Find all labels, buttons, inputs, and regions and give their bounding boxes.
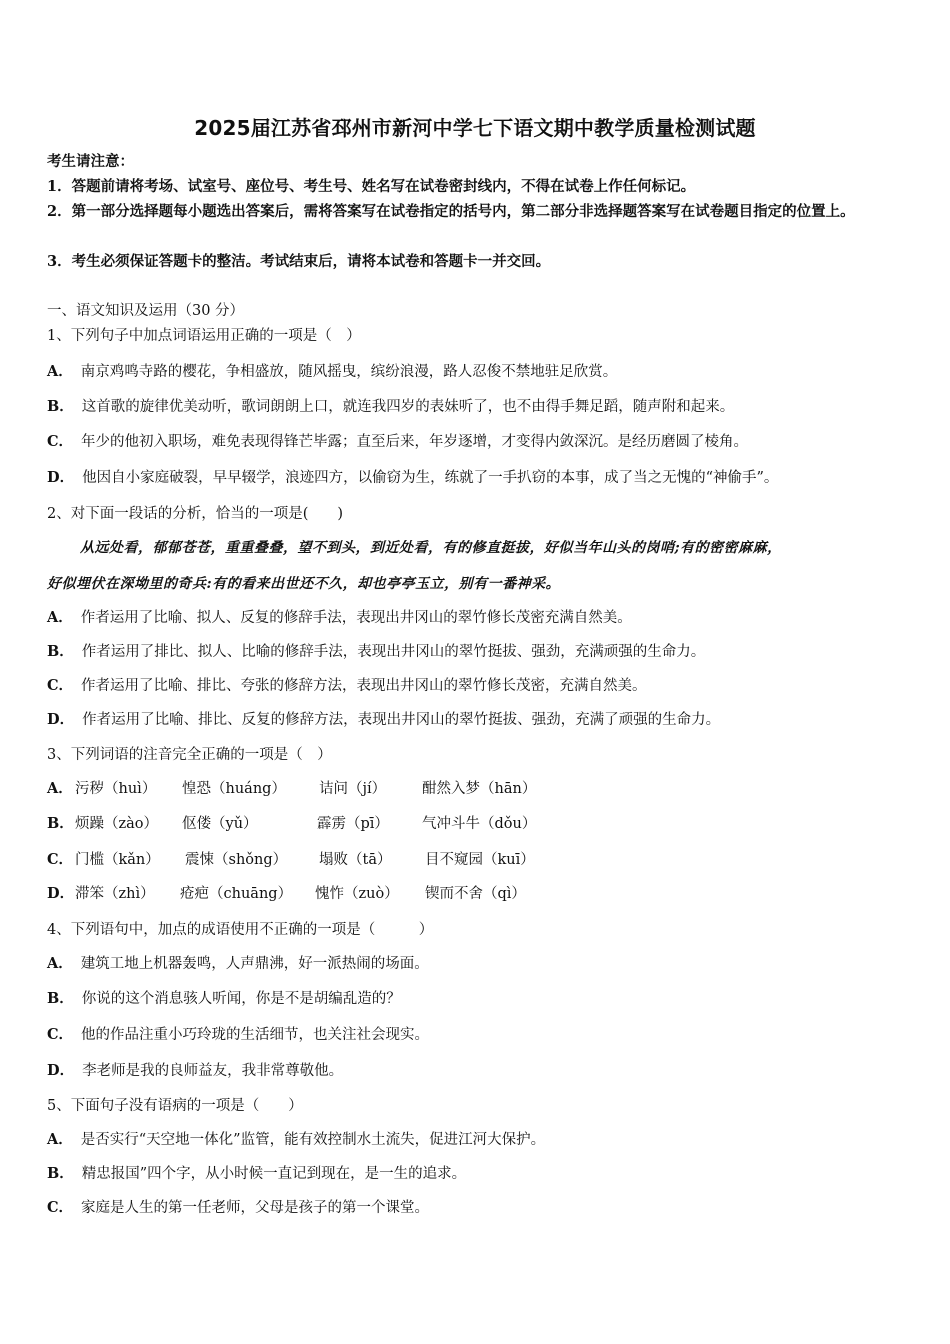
section-heading: 一、语文知识及运用（30 分） (47, 303, 245, 319)
option-label: A． (47, 955, 73, 972)
option-label: B． (47, 815, 74, 832)
pinyin-item: 酣然入梦（hān） (422, 781, 537, 797)
option-c (47, 432, 748, 452)
pinyin-item: 震悚（shǒng） (185, 852, 288, 868)
option-a (47, 362, 617, 382)
pinyin-item: 烦躁（zào） (75, 816, 159, 832)
option-label: C． (47, 1026, 74, 1043)
option-label: D． (47, 1062, 75, 1079)
passage-line: 好似埋伏在深坳里的奇兵:有的看来出世还不久，却也亭亭玉立，别有一番神采。 (47, 576, 561, 592)
option-c (47, 1198, 429, 1218)
option-a (47, 1130, 545, 1150)
option-text: 这首歌的旋律优美动听，歌词朗朗上口，就连我四岁的表妹听了，也不由得手舞足蹈，随声附和起来。 (81, 399, 735, 415)
option-text: 作者运用了比喻、排比、夸张的修辞方法，表现出井冈山的翠竹修长茂密，充满自然美。 (81, 678, 647, 694)
question-stem: 1、下列句子中加点词语运用正确的一项是（ ） (47, 328, 361, 344)
option-label: D． (47, 885, 75, 902)
option-label: C． (47, 1199, 74, 1216)
pinyin-item: 诘问（jí） (319, 781, 387, 797)
option-d (47, 468, 778, 488)
option-text: 他因自小家庭破裂，早早辍学，浪迹四方，以偷窃为生，练就了一手扒窃的本事，成了当之无愧的“神偷手”。 (82, 470, 779, 486)
pinyin-item: 愧怍（zuò） (315, 886, 399, 902)
pinyin-item: 塌败（tā） (319, 852, 392, 868)
option-text: 你说的这个消息骇人听闻，你是不是胡编乱造的？ (81, 991, 401, 1007)
notice-heading: 考生请注意： (47, 153, 134, 170)
option-text: 是否实行“天空地一体化”监管，能有效控制水土流失，促进江河大保护。 (80, 1132, 546, 1148)
page-title: 2025届江苏省邳州市新河中学七下语文期中教学质量检测试题 (194, 116, 756, 140)
option-label: A． (47, 780, 73, 797)
option-label: C． (47, 851, 74, 868)
option-label: B． (47, 990, 74, 1007)
option-label: D． (47, 711, 75, 728)
option-text: 作者运用了比喻、拟人、反复的修辞手法，表现出井冈山的翠竹修长茂密充满自然美。 (80, 610, 632, 626)
notice-item: 1．答题前请将考场、试室号、座位号、考生号、姓名写在试卷密封线内，不得在试卷上作任何标记。 (47, 178, 696, 195)
option-label: B． (47, 1165, 74, 1182)
option-a (47, 954, 429, 974)
option-text: 家庭是人生的第一任老师，父母是孩子的第一个课堂。 (81, 1200, 430, 1216)
question-stem: 3、下列词语的注音完全正确的一项是（ ） (47, 747, 332, 763)
option-label: B． (47, 643, 74, 660)
pinyin-item: 滞笨（zhì） (75, 886, 155, 902)
option-label: A． (47, 1131, 73, 1148)
option-d (47, 710, 720, 730)
option-text: 精忠报国”四个字，从小时候一直记到现在，是一生的追求。 (81, 1166, 467, 1182)
question-stem: 5、下面句子没有语病的一项是（ ） (47, 1098, 303, 1114)
notice-item: 2．第一部分选择题每小题选出答案后，需将答案写在试卷指定的括号内，第二部分非选择题答案写在试卷题目指定的位置上。 (47, 203, 855, 220)
option-b (47, 397, 734, 417)
pinyin-item: 惶恐（huáng） (182, 781, 286, 797)
option-d (47, 1061, 343, 1081)
option-text: 作者运用了比喻、排比、反复的修辞方法，表现出井冈山的翠竹挺拔、强劲，充满了顽强的生命力。 (82, 712, 721, 728)
option-a (47, 608, 632, 628)
option-text: 作者运用了排比、拟人、比喻的修辞手法，表现出井冈山的翠竹挺拔、强劲，充满顽强的生命力。 (81, 644, 706, 660)
option-text: 南京鸡鸣寺路的樱花，争相盛放，随风摇曳，缤纷浪漫，路人忍俊不禁地驻足欣赏。 (80, 364, 618, 380)
pinyin-item: 霹雳（pī） (317, 816, 389, 832)
option-text: 李老师是我的良师益友，我非常尊敬他。 (82, 1063, 344, 1079)
option-label: A． (47, 363, 73, 380)
option-label: B． (47, 398, 74, 415)
option-c (47, 676, 647, 696)
pinyin-item: 疮疤（chuāng） (180, 886, 293, 902)
pinyin-item: 门槛（kǎn） (75, 852, 160, 868)
option-label: A． (47, 609, 73, 626)
option-text: 年少的他初入职场，难免表现得锋芒毕露；直至后来，年岁逐增，才变得内敛深沉。是经历磨圆了棱角。 (81, 434, 749, 450)
pinyin-item: 伛偻（yǔ） (182, 816, 258, 832)
option-b (47, 1164, 466, 1184)
question-stem: 4、下列语句中，加点的成语使用不正确的一项是（ ） (47, 922, 434, 938)
option-b (47, 642, 705, 662)
option-label: D． (47, 469, 75, 486)
pinyin-item: 污秽（huì） (75, 781, 157, 797)
pinyin-item: 目不窥园（kuī） (425, 852, 535, 868)
option-b (47, 989, 401, 1009)
option-c (47, 1025, 429, 1045)
pinyin-item: 锲而不舍（qì） (425, 886, 526, 902)
question-stem: 2、对下面一段话的分析，恰当的一项是( ) (47, 506, 344, 522)
option-label: C． (47, 433, 74, 450)
pinyin-item: 气冲斗牛（dǒu） (422, 816, 537, 832)
passage-line: 从远处看，郁郁苍苍，重重叠叠，望不到头，到近处看，有的修直挺拔，好似当年山头的岗哨;有的密密麻麻， (80, 540, 782, 556)
notice-item: 3．考生必须保证答题卡的整洁。考试结束后，请将本试卷和答题卡一并交回。 (47, 253, 551, 270)
option-text: 他的作品注重小巧玲珑的生活细节，也关注社会现实。 (81, 1027, 430, 1043)
option-text: 建筑工地上机器轰鸣，人声鼎沸，好一派热闹的场面。 (80, 956, 429, 972)
option-label: C． (47, 677, 74, 694)
